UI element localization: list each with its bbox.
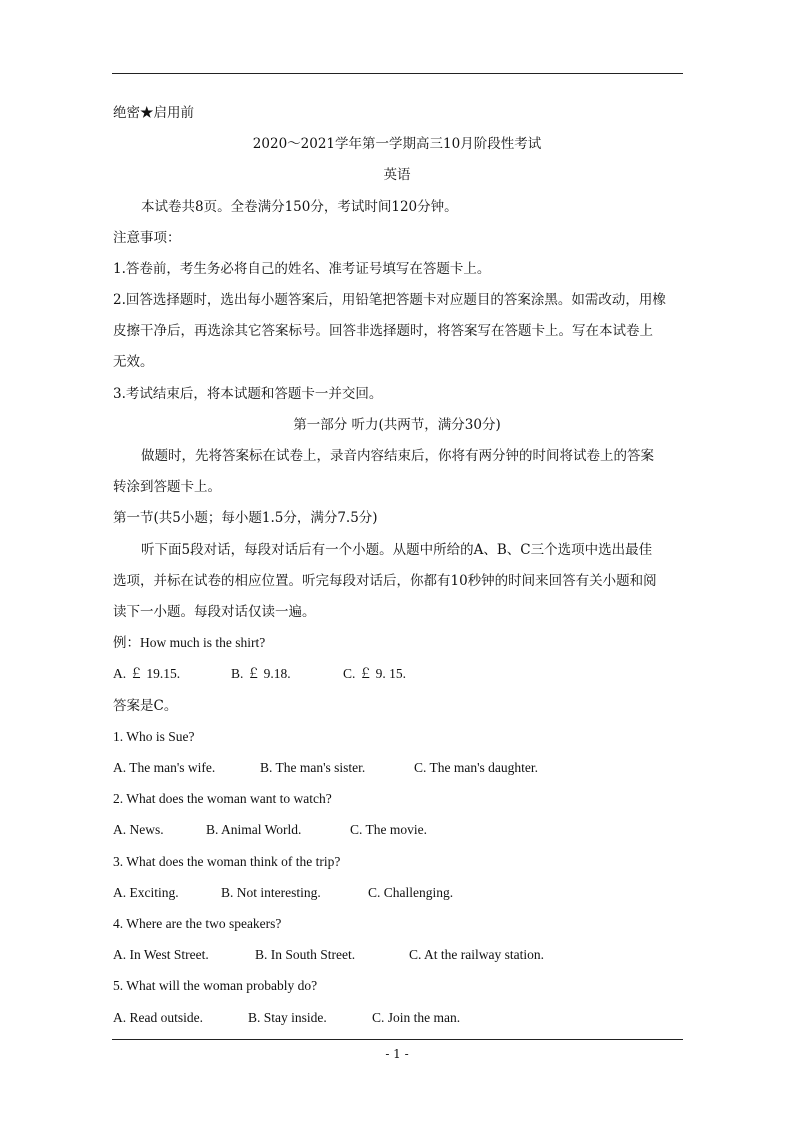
secret-label: 绝密★启用前 (113, 105, 194, 121)
notice-item-2-line-1: 2.回答选择题时，选出每小题答案后，用铅笔把答题卡对应题目的答案涂黑。如需改动，用橡 (113, 292, 666, 308)
example-option-a: A. ￡ 19.15. (113, 666, 181, 681)
example-option-c: C. ￡ 9. 15. (343, 666, 407, 681)
question-3-options (113, 884, 453, 902)
part1-instruction-line-2: 转涂到答题卡上。 (113, 479, 221, 495)
question-5-option-b: B. Stay inside. (248, 1010, 327, 1025)
part1-title: 第一部分 听力(共两节，满分30分) (293, 417, 501, 433)
question-4-option-c: C. At the railway station. (409, 947, 544, 962)
notice-item-2-line-3: 无效。 (113, 354, 154, 370)
example-options (113, 665, 406, 683)
example-answer: 答案是C。 (113, 698, 178, 714)
question-3-option-b: B. Not interesting. (221, 885, 321, 900)
notice-item-1: 1.答卷前，考生务必将自己的姓名、准考证号填写在答题卡上。 (113, 261, 491, 277)
question-4-options (113, 946, 544, 964)
question-1-option-a: A. The man's wife. (113, 760, 216, 775)
question-3-option-a: A. Exciting. (113, 885, 179, 900)
subject-title: 英语 (383, 167, 411, 183)
question-5-option-a: A. Read outside. (113, 1010, 203, 1025)
section1-instruction-line-2: 选项，并标在试卷的相应位置。听完每段对话后，你都有10秒钟的时间来回答有关小题和阅 (113, 573, 657, 589)
page-number: - 1 - (385, 1047, 409, 1061)
top-rule (112, 73, 683, 74)
notice-item-3: 3.考试结束后，将本试题和答题卡一并交回。 (113, 386, 383, 402)
part1-instruction-line-1: 做题时，先将答案标在试卷上，录音内容结束后，你将有两分钟的时间将试卷上的答案 (141, 448, 654, 464)
question-1-option-b: B. The man's sister. (260, 760, 366, 775)
intro-text: 本试卷共8页。全卷满分150分，考试时间120分钟。 (141, 199, 458, 215)
question-4-option-a: A. In West Street. (113, 947, 209, 962)
notice-heading: 注意事项： (113, 230, 181, 246)
section1-instruction-line-3: 读下一小题。每段对话仅读一遍。 (113, 604, 316, 620)
section1-title: 第一节(共5小题；每小题1.5分，满分7.5分) (113, 510, 378, 526)
question-5: 5. What will the woman probably do? (113, 978, 318, 993)
section1-instruction-line-1: 听下面5段对话，每段对话后有一个小题。从题中所给的A、B、C三个选项中选出最佳 (141, 542, 653, 558)
question-2: 2. What does the woman want to watch? (113, 791, 332, 806)
question-5-option-c: C. Join the man. (372, 1010, 461, 1025)
question-2-option-b: B. Animal World. (206, 822, 302, 837)
question-5-options (113, 1009, 460, 1027)
question-2-option-a: A. News. (113, 822, 164, 837)
notice-item-2-line-2: 皮擦干净后，再选涂其它答案标号。回答非选择题时，将答案写在答题卡上。写在本试卷上 (113, 323, 653, 339)
question-2-options (113, 821, 427, 839)
question-1: 1. Who is Sue? (113, 729, 195, 744)
question-4-option-b: B. In South Street. (255, 947, 356, 962)
question-3: 3. What does the woman think of the trip? (113, 854, 341, 869)
question-1-options (113, 759, 538, 777)
example-option-b: B. ￡ 9.18. (231, 666, 291, 681)
question-3-option-c: C. Challenging. (368, 885, 454, 900)
question-4: 4. Where are the two speakers? (113, 916, 282, 931)
bottom-rule (112, 1039, 683, 1040)
exam-title: 2020～2021学年第一学期高三10月阶段性考试 (252, 136, 542, 152)
question-1-option-c: C. The man's daughter. (414, 760, 539, 775)
question-2-option-c: C. The movie. (350, 822, 427, 837)
example-question: 例：How much is the shirt? (113, 635, 266, 650)
